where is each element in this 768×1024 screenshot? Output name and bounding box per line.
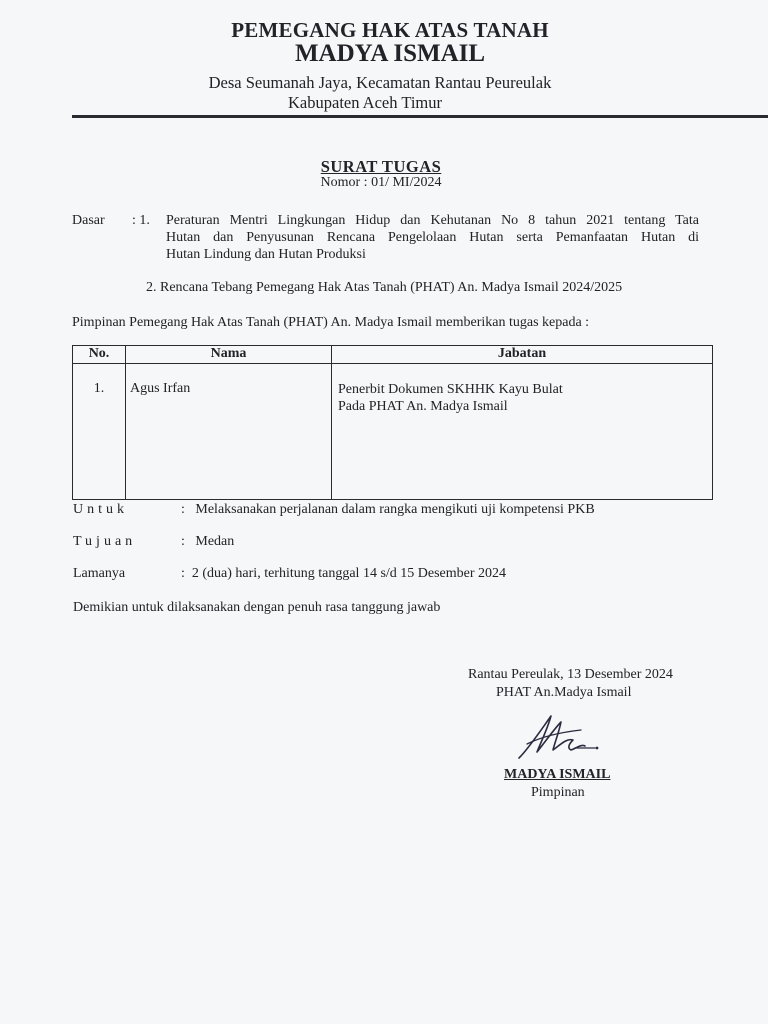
- closing-text: Demikian untuk dilaksanakan dengan penuh rasa tanggung jawab: [73, 600, 441, 615]
- header-jabatan: Jabatan: [332, 346, 713, 364]
- dasar-label: Dasar: [72, 213, 105, 228]
- cell-no: 1.: [73, 364, 126, 500]
- letterhead-divider: [72, 115, 768, 118]
- document-title: SURAT TUGAS: [320, 157, 442, 176]
- table-header-row: [73, 346, 713, 364]
- dasar-colon-number: : 1.: [132, 213, 150, 228]
- untuk-label: Untuk: [73, 502, 128, 517]
- task-table: [72, 345, 713, 500]
- dasar-item1-line3: Hutan Lindung dan Hutan Produksi: [166, 247, 366, 262]
- intro-text: Pimpinan Pemegang Hak Atas Tanah (PHAT) An. Madya Ismail memberikan tugas kepada :: [72, 315, 590, 330]
- dasar-item1-line1: Peraturan Mentri Lingkungan Hidup dan Kehutanan No 8 tahun 2021 tentang Tata: [166, 213, 699, 228]
- lamanya-label: Lamanya: [73, 566, 126, 581]
- sign-place-date: Rantau Pereulak, 13 Desember 2024: [468, 667, 673, 682]
- cell-nama: Agus Irfan: [126, 364, 332, 500]
- letterhead-address-line2: Kabupaten Aceh Timur: [288, 93, 442, 112]
- dasar-item1-line2: Hutan dan Penyusunan Rencana Pengelolaan Hutan serta Pemanfaatan Hutan di: [166, 230, 699, 245]
- table-row: [73, 364, 713, 500]
- handwritten-signature: [515, 708, 605, 764]
- jabatan-line1: Penerbit Dokumen SKHHK Kayu Bulat: [338, 382, 563, 397]
- sign-name: MADYA ISMAIL: [504, 767, 611, 782]
- letterhead-org-name: MADYA ISMAIL: [294, 40, 486, 67]
- letterhead-org-title: PEMEGANG HAK ATAS TANAH: [231, 18, 549, 42]
- untuk-value: : Melaksanakan perjalanan dalam rangka mengikuti uji kompetensi PKB: [181, 502, 595, 517]
- sign-role: Pimpinan: [531, 785, 585, 800]
- header-nama: Nama: [126, 346, 332, 364]
- cell-jabatan: [332, 364, 713, 500]
- sign-org: PHAT An.Madya Ismail: [496, 685, 632, 700]
- tujuan-label: Tujuan: [73, 534, 137, 549]
- letterhead-address-line1: Desa Seumanah Jaya, Kecamatan Rantau Peureulak: [208, 73, 552, 92]
- lamanya-value: : 2 (dua) hari, terhitung tanggal 14 s/d 15 Desember 2024: [181, 566, 507, 581]
- document-number: Nomor : 01/ MI/2024: [320, 175, 442, 190]
- tujuan-value: : Medan: [181, 534, 235, 549]
- jabatan-line2: Pada PHAT An. Madya Ismail: [338, 399, 508, 414]
- header-no: No.: [73, 346, 126, 364]
- dasar-item2: 2. Rencana Tebang Pemegang Hak Atas Tanah (PHAT) An. Madya Ismail 2024/2025: [146, 280, 623, 295]
